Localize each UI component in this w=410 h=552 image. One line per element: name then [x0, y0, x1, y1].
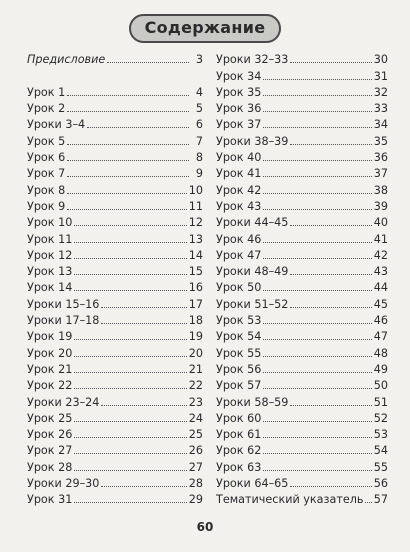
toc-entry [27, 343, 203, 359]
dot-leader [74, 421, 186, 422]
toc-entry [216, 115, 388, 131]
toc-entry-page: 22 [188, 379, 203, 393]
toc-entry-page: 9 [195, 167, 203, 181]
toc-entry-label: Уроки 48–49 [216, 265, 289, 279]
toc-entry-page: 27 [188, 460, 203, 474]
toc-entry-page: 5 [195, 102, 203, 116]
dot-leader [290, 144, 371, 145]
toc-entry [216, 425, 388, 441]
toc-entry-page: 28 [188, 477, 203, 491]
dot-leader [263, 79, 371, 80]
dot-leader [263, 193, 371, 194]
toc-entry [216, 457, 388, 473]
dot-leader [67, 193, 187, 194]
dot-leader [290, 225, 371, 226]
dot-leader [263, 127, 371, 128]
toc-entry-page: 12 [188, 216, 203, 230]
dot-leader [87, 127, 189, 128]
toc-entry [216, 327, 388, 343]
dot-leader [263, 372, 371, 373]
toc-entry-label: Уроки 32–33 [216, 53, 289, 67]
toc-entry [27, 213, 203, 229]
dot-leader [74, 258, 186, 259]
dot-leader [263, 242, 371, 243]
toc-left-column [27, 50, 203, 506]
toc-entry-label: Урок 5 [27, 134, 66, 148]
toc-entry-page: 29 [188, 493, 203, 507]
dot-leader [263, 356, 371, 357]
toc-entry-label: Урок 63 [216, 460, 262, 474]
toc-entry [27, 131, 203, 147]
toc-entry-page: 18 [188, 314, 203, 328]
toc-entry [27, 376, 203, 392]
dot-leader [67, 144, 189, 145]
toc-entry-label: Урок 41 [216, 167, 262, 181]
dot-leader [74, 372, 186, 373]
toc-entry-label: Урок 8 [27, 183, 66, 197]
toc-entry-label: Урок 7 [27, 167, 66, 181]
toc-entry-page: 25 [188, 428, 203, 442]
toc-entry-page: 24 [188, 411, 203, 425]
toc-entry-label: Урок 21 [27, 362, 73, 376]
toc-right-column [216, 50, 388, 506]
toc-entry-page: 48 [373, 346, 388, 360]
toc-entry-page: 10 [188, 183, 203, 197]
dot-leader [263, 421, 371, 422]
toc-entry-label: Уроки 29–30 [27, 477, 100, 491]
dot-leader [263, 437, 371, 438]
toc-entry [27, 441, 203, 457]
dot-leader [101, 307, 186, 308]
dot-leader [263, 453, 371, 454]
toc-entry [27, 99, 203, 115]
dot-leader [263, 339, 371, 340]
toc-entry-page: 21 [188, 362, 203, 376]
toc-entry-label: Урок 62 [216, 444, 262, 458]
toc-entry [216, 180, 388, 196]
toc-entry-page: 45 [373, 297, 388, 311]
dot-leader [74, 290, 186, 291]
toc-entry-page: 7 [195, 134, 203, 148]
toc-entry [216, 229, 388, 245]
toc-entry [27, 278, 203, 294]
dot-leader [74, 225, 186, 226]
toc-entry [27, 197, 203, 213]
toc-entry [27, 457, 203, 473]
toc-entry [27, 262, 203, 278]
toc-entry-page: 4 [195, 85, 203, 99]
toc-entry-page: 8 [195, 151, 203, 165]
dot-leader [74, 470, 186, 471]
dot-leader [74, 453, 186, 454]
toc-entry-page: 46 [373, 314, 388, 328]
toc-entry-page: 11 [188, 199, 203, 213]
toc-entry-page: 31 [373, 69, 388, 83]
dot-leader [290, 486, 371, 487]
toc-entry-page: 30 [373, 53, 388, 67]
dot-leader [263, 176, 371, 177]
dot-leader [290, 62, 371, 63]
toc-entry-page: 41 [373, 232, 388, 246]
toc-entry [216, 311, 388, 327]
toc-entry-label: Урок 14 [27, 281, 73, 295]
dot-leader [263, 323, 371, 324]
toc-entry-label: Урок 28 [27, 460, 73, 474]
toc-entry [216, 441, 388, 457]
toc-entry-label: Урок 47 [216, 248, 262, 262]
toc-entry-label: Урок 46 [216, 232, 262, 246]
dot-leader [290, 307, 371, 308]
toc-entry-label: Урок 6 [27, 151, 66, 165]
toc-entry [27, 229, 203, 245]
toc-entry-label: Урок 25 [27, 411, 73, 425]
toc-entry-label: Урок 36 [216, 102, 262, 116]
dot-leader [263, 258, 371, 259]
toc-entry-page: 38 [373, 183, 388, 197]
page-number: 60 [196, 520, 214, 534]
toc-entry [216, 294, 388, 310]
toc-entry-label: Урок 10 [27, 216, 73, 230]
dot-leader [365, 502, 371, 503]
toc-entry-page: 50 [373, 379, 388, 393]
toc-entry-label: Урок 34 [216, 69, 262, 83]
toc-entry-label: Урок 60 [216, 411, 262, 425]
toc-entry [216, 83, 388, 99]
toc-entry-page: 33 [373, 102, 388, 116]
toc-entry [216, 490, 388, 506]
dot-leader [101, 486, 186, 487]
dot-leader [290, 274, 371, 275]
toc-entry-page: 42 [373, 248, 388, 262]
dot-leader [67, 176, 189, 177]
toc-entry-label: Тематический указатель [216, 493, 364, 507]
toc-entry-label: Урок 57 [216, 379, 262, 393]
toc-entry-page: 32 [373, 85, 388, 99]
dot-leader [67, 160, 189, 161]
toc-entry [27, 425, 203, 441]
dot-leader [74, 502, 186, 503]
toc-entry [216, 376, 388, 392]
toc-entry-label: Урок 61 [216, 428, 262, 442]
toc-entry-page: 16 [188, 281, 203, 295]
toc-entry-page: 34 [373, 118, 388, 132]
title-wrapper [0, 14, 410, 43]
toc-entry-label: Урок 42 [216, 183, 262, 197]
toc-entry-page: 26 [188, 444, 203, 458]
toc-entry [216, 197, 388, 213]
toc-entry [216, 99, 388, 115]
toc-entry [216, 392, 388, 408]
toc-entry-label: Урок 26 [27, 428, 73, 442]
toc-entry-page: 3 [195, 53, 203, 67]
toc-entry-page: 52 [373, 411, 388, 425]
toc-entry [27, 50, 203, 66]
toc-entry [216, 131, 388, 147]
dot-leader [101, 405, 186, 406]
toc-entry-label: Урок 37 [216, 118, 262, 132]
toc-entry [216, 66, 388, 82]
toc-entry-label: Уроки 44–45 [216, 216, 289, 230]
toc-entry-page: 57 [373, 493, 388, 507]
toc-entry-label: Урок 35 [216, 85, 262, 99]
toc-entry [27, 180, 203, 196]
toc-entry-page: 35 [373, 134, 388, 148]
toc-entry [27, 164, 203, 180]
toc-entry-page: 17 [188, 297, 203, 311]
toc-entry-label: Урок 54 [216, 330, 262, 344]
dot-leader [263, 160, 371, 161]
toc-entry [216, 278, 388, 294]
toc-entry [27, 490, 203, 506]
toc-entry-page: 49 [373, 362, 388, 376]
toc-entry [27, 83, 203, 99]
page-title: Содержание [129, 14, 282, 43]
toc-entry-page: 36 [373, 151, 388, 165]
toc-entry-label: Урок 19 [27, 330, 73, 344]
toc-entry [27, 409, 203, 425]
toc-entry [27, 392, 203, 408]
dot-leader [74, 356, 186, 357]
toc-entry-page: 19 [188, 330, 203, 344]
toc-entry-label: Уроки 51–52 [216, 297, 289, 311]
toc-entry-label: Урок 31 [27, 493, 73, 507]
toc-entry [216, 474, 388, 490]
toc-entry-label: Урок 2 [27, 102, 66, 116]
toc-entry [216, 213, 388, 229]
toc-entry-label: Уроки 3–4 [27, 118, 86, 132]
toc-entry [216, 262, 388, 278]
toc-entry-page: 56 [373, 477, 388, 491]
toc-entry [27, 294, 203, 310]
toc-entry-label: Урок 9 [27, 199, 66, 213]
toc-entry-page: 13 [188, 232, 203, 246]
toc-entry [27, 148, 203, 164]
toc-entry-page: 40 [373, 216, 388, 230]
toc-entry-label: Урок 1 [27, 85, 66, 99]
toc-entry [216, 360, 388, 376]
toc-entry [27, 311, 203, 327]
toc-entry [216, 343, 388, 359]
dot-leader [263, 290, 371, 291]
dot-leader [263, 388, 371, 389]
dot-leader [74, 242, 186, 243]
toc-entry-label: Урок 12 [27, 248, 73, 262]
toc-entry-page: 23 [188, 395, 203, 409]
toc-entry [216, 148, 388, 164]
toc-entry-label: Урок 20 [27, 346, 73, 360]
toc-entry-label: Уроки 23–24 [27, 395, 100, 409]
toc-entry-label: Урок 11 [27, 232, 73, 246]
toc-entry-label: Уроки 38–39 [216, 134, 289, 148]
dot-leader [74, 437, 186, 438]
toc-entry [216, 50, 388, 66]
toc-entry-label: Урок 53 [216, 314, 262, 328]
toc-entry-page: 43 [373, 265, 388, 279]
toc-entry-page: 44 [373, 281, 388, 295]
dot-leader [290, 405, 371, 406]
dot-leader [101, 323, 186, 324]
toc-entry [27, 246, 203, 262]
dot-leader [263, 111, 371, 112]
dot-leader [263, 470, 371, 471]
toc-entry-page: 15 [188, 265, 203, 279]
toc-entry-label: Уроки 15–16 [27, 297, 100, 311]
toc-entry-label: Урок 56 [216, 362, 262, 376]
dot-leader [107, 62, 189, 63]
toc-entry-page: 54 [373, 444, 388, 458]
dot-leader [263, 209, 371, 210]
toc-entry [216, 246, 388, 262]
toc-entry-page: 37 [373, 167, 388, 181]
toc-entry-label: Урок 40 [216, 151, 262, 165]
toc-entry-label: Уроки 58–59 [216, 395, 289, 409]
toc-entry [27, 360, 203, 376]
dot-leader [74, 388, 186, 389]
toc-entry-label: Урок 50 [216, 281, 262, 295]
toc-entry-label: Урок 55 [216, 346, 262, 360]
dot-leader [67, 111, 189, 112]
toc-entry-page: 14 [188, 248, 203, 262]
toc-entry-label: Урок 27 [27, 444, 73, 458]
toc-entry [216, 164, 388, 180]
toc-entry [216, 409, 388, 425]
toc-entry-label: Урок 22 [27, 379, 73, 393]
toc-entry-label: Урок 13 [27, 265, 73, 279]
toc-entry [27, 327, 203, 343]
toc-entry-page: 47 [373, 330, 388, 344]
dot-leader [263, 95, 371, 96]
dot-leader [67, 209, 187, 210]
toc-entry-page: 20 [188, 346, 203, 360]
toc-entry [27, 474, 203, 490]
toc-entry [27, 115, 203, 131]
toc-entry-page: 55 [373, 460, 388, 474]
dot-leader [67, 95, 189, 96]
toc-entry-page: 51 [373, 395, 388, 409]
dot-leader [74, 339, 186, 340]
toc-entry-label: Урок 43 [216, 199, 262, 213]
toc-entry-page: 6 [195, 118, 203, 132]
toc-entry-label: Уроки 64–65 [216, 477, 289, 491]
toc-entry-page: 53 [373, 428, 388, 442]
dot-leader [74, 274, 186, 275]
toc-entry-label: Предисловие [27, 53, 106, 67]
toc-entry-page: 39 [373, 199, 388, 213]
toc-entry-label: Уроки 17–18 [27, 314, 100, 328]
